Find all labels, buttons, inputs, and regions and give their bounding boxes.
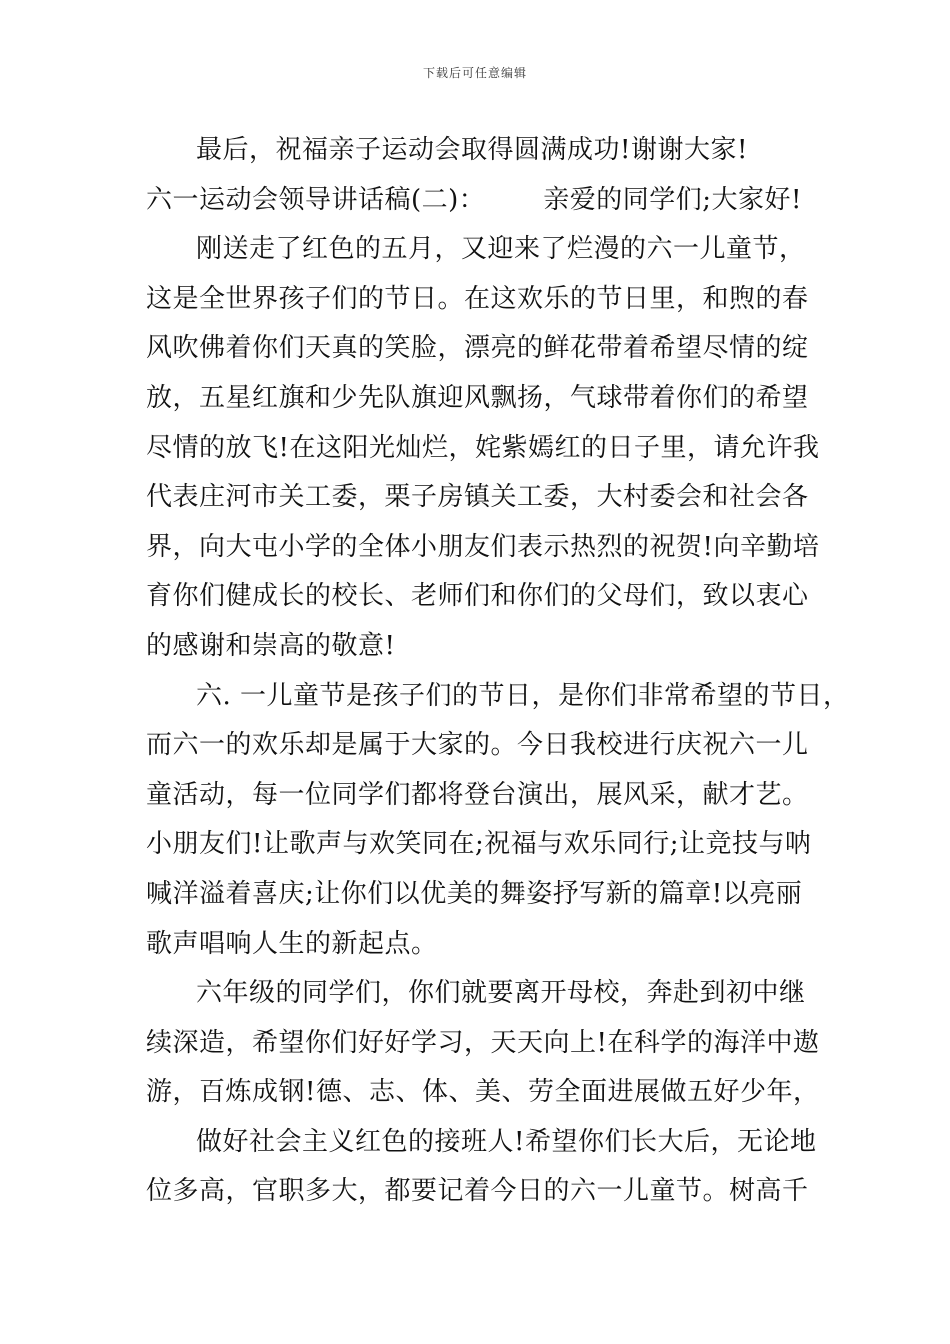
paragraph-line: 育你们健成长的校长、老师们和你们的父母们，致以衷心: [146, 581, 809, 612]
paragraph-line: 小朋友们!让歌声与欢笑同在;祝福与欢乐同行;让竞技与呐: [146, 829, 812, 860]
paragraph-line: 游，百炼成钢!德、志、体、美、劳全面进展做五好少年，: [146, 1077, 820, 1108]
paragraph-line: 六. 一儿童节是孩子们的节日，是你们非常希望的节日，: [196, 680, 850, 711]
paragraph-line: 童活动，每一位同学们都将登台演出，展风采，献才艺。: [146, 779, 809, 810]
paragraph-line: 六年级的同学们，你们就要离开母校，奔赴到初中继: [196, 978, 806, 1009]
paragraph-line: 最后，祝福亲子运动会取得圆满成功!谢谢大家!: [196, 135, 748, 165]
paragraph-line: 的感谢和崇高的敬意!: [146, 630, 396, 661]
paragraph-line: 尽情的放飞!在这阳光灿烂，姹紫嫣红的日子里，请允许我: [146, 432, 820, 463]
paragraph-line: 代表庄河市关工委，栗子房镇关工委，大村委会和社会各: [146, 482, 809, 513]
paragraph-line: 续深造，希望你们好好学习，天天向上!在科学的海洋中遨: [146, 1027, 820, 1058]
paragraph-line: 刚送走了红色的五月，又迎来了烂漫的六一儿童节，: [196, 234, 806, 265]
speech-greeting: 亲爱的同学们;大家好!: [543, 184, 803, 215]
speech-title: 六一运动会领导讲话稿(二)：: [146, 184, 486, 215]
paragraph-line: 位多高，官职多大，都要记着今日的六一儿童节。树高千: [146, 1176, 809, 1207]
paragraph-line: 放，五星红旗和少先队旗迎风飘扬，气球带着你们的希望: [146, 382, 809, 413]
paragraph-line: 喊洋溢着喜庆;让你们以优美的舞姿抒写新的篇章!以亮丽: [146, 878, 803, 909]
paragraph-line: 而六一的欢乐却是属于大家的。今日我校进行庆祝六一儿: [146, 730, 809, 761]
paragraph-line: 这是全世界孩子们的节日。在这欢乐的节日里，和煦的春: [146, 283, 809, 314]
paragraph-line: 歌声唱响人生的新起点。: [146, 928, 438, 959]
paragraph-line: 做好社会主义红色的接班人!希望你们长大后，无论地: [196, 1126, 817, 1157]
document-body: [146, 126, 850, 1217]
paragraph-line: 界，向大屯小学的全体小朋友们表示热烈的祝贺!向辛勤培: [146, 531, 820, 562]
page-header: 下载后可任意编辑: [422, 66, 527, 80]
paragraph-line: 风吹佛着你们天真的笑脸，漂亮的鲜花带着希望尽情的绽: [146, 333, 809, 364]
speech-title-line: [146, 176, 826, 226]
